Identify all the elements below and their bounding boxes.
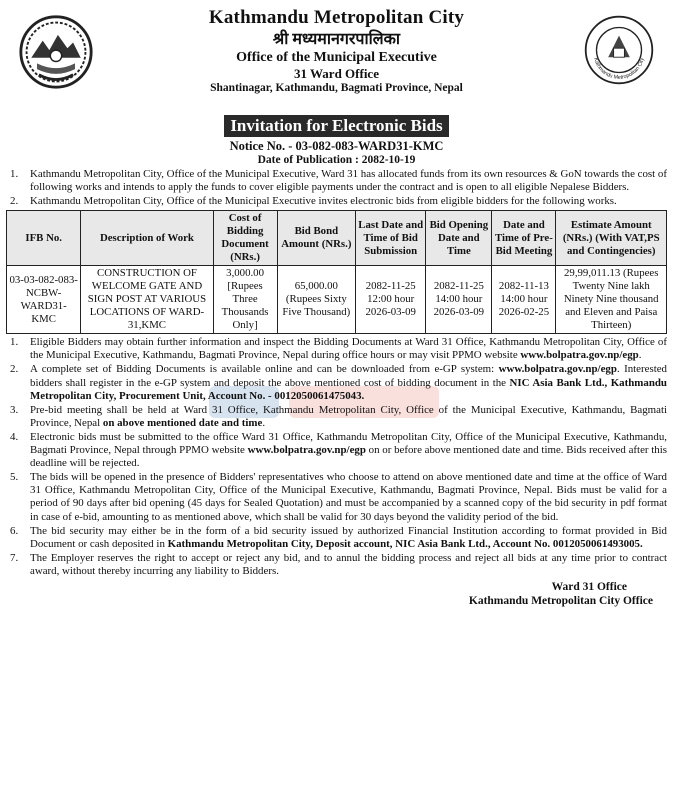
table-header-cell: Date and Time of Pre-Bid Meeting: [492, 211, 556, 266]
term-item: 1. Eligible Bidders may obtain further information and inspect the Bidding Documents at Ward 31 Office, Kathmandu Metropolitan City, Office of the Municipal Executive, Kathmandu, Bagmati Province, Nepal during office hours or may visit PPMO website www.bolpatra.gov.np/egp.: [10, 336, 667, 362]
table-header-cell: Bid Bond Amount (NRs.): [277, 211, 355, 266]
last-date-cell: 2082-11-25 12:00 hour 2026-03-09: [356, 266, 426, 334]
header-ward: 31 Ward Office: [294, 66, 379, 81]
banner-title: Invitation for Electronic Bids: [224, 115, 448, 137]
intro-item: 2. Kathmandu Metropolitan City, Office of the Municipal Executive invites electronic bids from eligible bidders for the following works.: [10, 195, 617, 208]
intro-item: 1. Kathmandu Metropolitan City, Office of the Municipal Executive, Ward 31 has allocated funds from its own resources & GoN towards the cost of following works and intends to apply the funds to cover eligible payments under the contract and is open to all eligible Nepalese Bidders.: [10, 168, 667, 194]
publication-date: Date of Publication : 2082-10-19: [257, 154, 416, 166]
signature-line-2: Kathmandu Metropolitan City Office: [468, 594, 653, 607]
table-header-row: [7, 211, 667, 266]
nepal-emblem-logo: [18, 14, 94, 90]
description-cell: CONSTRUCTION OF WELCOME GATE AND SIGN POST AT VARIOUS LOCATIONS OF WARD-31,KMC: [81, 266, 213, 334]
header-address: Shantinagar, Kathmandu, Bagmati Province, Nepal: [210, 82, 463, 94]
kmc-seal-logo: [583, 14, 655, 86]
table-header-cell: Description of Work: [81, 211, 213, 266]
table-header-cell: Bid Opening Date and Time: [426, 211, 492, 266]
term-item: 2. A complete set of Bidding Documents is available online and can be downloaded from e-GP system: www.bolpatra.gov.np/egp. Interested bidders shall register in the e-GP system and deposit the above mentioned cost of bidding document in the NIC Asia Bank Ltd., Kathmandu Metropolitan City, Procurement Unit, Account No. - 0012050061475043.: [10, 363, 667, 402]
table-row: [7, 266, 667, 334]
bid-bond-cell: 65,000.00 (Rupees Sixty Five Thousand): [277, 266, 355, 334]
document-cost-cell: 3,000.00 [Rupees Three Thousands Only]: [213, 266, 277, 334]
notice-number: Notice No. - 03-082-083-WARD31-KMC: [229, 139, 444, 153]
header-nepali-title: श्री मध्यमानगरपालिका: [272, 31, 401, 48]
table-header-cell: Cost of Bidding Document (NRs.): [213, 211, 277, 266]
ifb-number-cell: 03-03-082-083-NCBW-WARD31-KMC: [7, 266, 81, 334]
term-item: 3. Pre-bid meeting shall be held at Ward 31 Office, Kathmandu Metropolitan City, Office of the Municipal Executive, Kathmandu, Bagmati Province, Nepal on above mentioned date and time.: [10, 403, 667, 429]
bolpatra-link[interactable]: www.bolpatra.gov.np/egp: [520, 349, 639, 362]
signature-line-1: Ward 31 Office: [551, 580, 627, 593]
seal-text: Kathmandu Metropolitan City: [592, 57, 646, 81]
estimate-cell: 29,99,011.13 (Rupees Twenty Nine lakh Ninety Nine thousand and Eleven and Paisa Thirteen): [556, 266, 667, 334]
term-item: 6. The bid security may either be in the form of a bid security issued by authorized Financial Institution according to format provided in Bid Document or cash deposited in Kathmandu Metropolitan City, Deposit account, NIC Asia Bank Ltd., Account No. 0012050061493005.: [10, 524, 667, 550]
term-item: 5. The bids will be opened in the presence of Bidders' representatives who choose to attend on above mentioned date and time at the office of Ward 31 Office, Kathmandu Metropolitan City, Office of the Municipal Executive, Kathmandu, Bagmati Province, Nepal. Bids must be valid for a period of 90 days after bid opening (45 days for Sealed Quotation) and must be accompanied by a scanned copy of the bid security in pdf format in case of e-bid, amounting to as mentioned above, which shall be valid for 30 days beyond the validity period of the bid.: [10, 471, 667, 523]
notice-header: [6, 0, 667, 112]
signature-block: [6, 580, 667, 608]
table-header-cell: IFB No.: [7, 211, 81, 266]
bolpatra-link[interactable]: www.bolpatra.gov.np/egp: [498, 363, 617, 376]
header-office: Office of the Municipal Executive: [236, 50, 437, 65]
banner: [6, 115, 667, 137]
prebid-date-cell: 2082-11-13 14:00 hour 2026-02-25: [492, 266, 556, 334]
opening-date-cell: 2082-11-25 14:00 hour 2026-03-09: [426, 266, 492, 334]
bids-table: [6, 210, 667, 334]
bolpatra-link[interactable]: www.bolpatra.gov.np/egp: [247, 444, 366, 457]
table-header-cell: Last Date and Time of Bid Submission: [356, 211, 426, 266]
term-item: 7. The Employer reserves the right to accept or reject any bid, and to annul the bidding process and reject all bids at any time prior to contract award, without thereby incurring any liability to Bidders.: [10, 551, 667, 577]
header-title: Kathmandu Metropolitan City: [208, 7, 465, 28]
intro-list: [6, 168, 667, 208]
term-item: 4. Electronic bids must be submitted to the office Ward 31 Office, Kathmandu Metropolitan City, Office of the Municipal Executive, Kathmandu, Bagmati Province, Nepal through PPMO website www.bolpatra.gov.np/egp on or before above mentioned date and time. Bids received after this deadline will be rejected.: [10, 430, 668, 470]
table-header-cell: Estimate Amount (NRs.) (With VAT,PS and Contingencies): [556, 211, 667, 266]
terms-list: [6, 336, 667, 578]
